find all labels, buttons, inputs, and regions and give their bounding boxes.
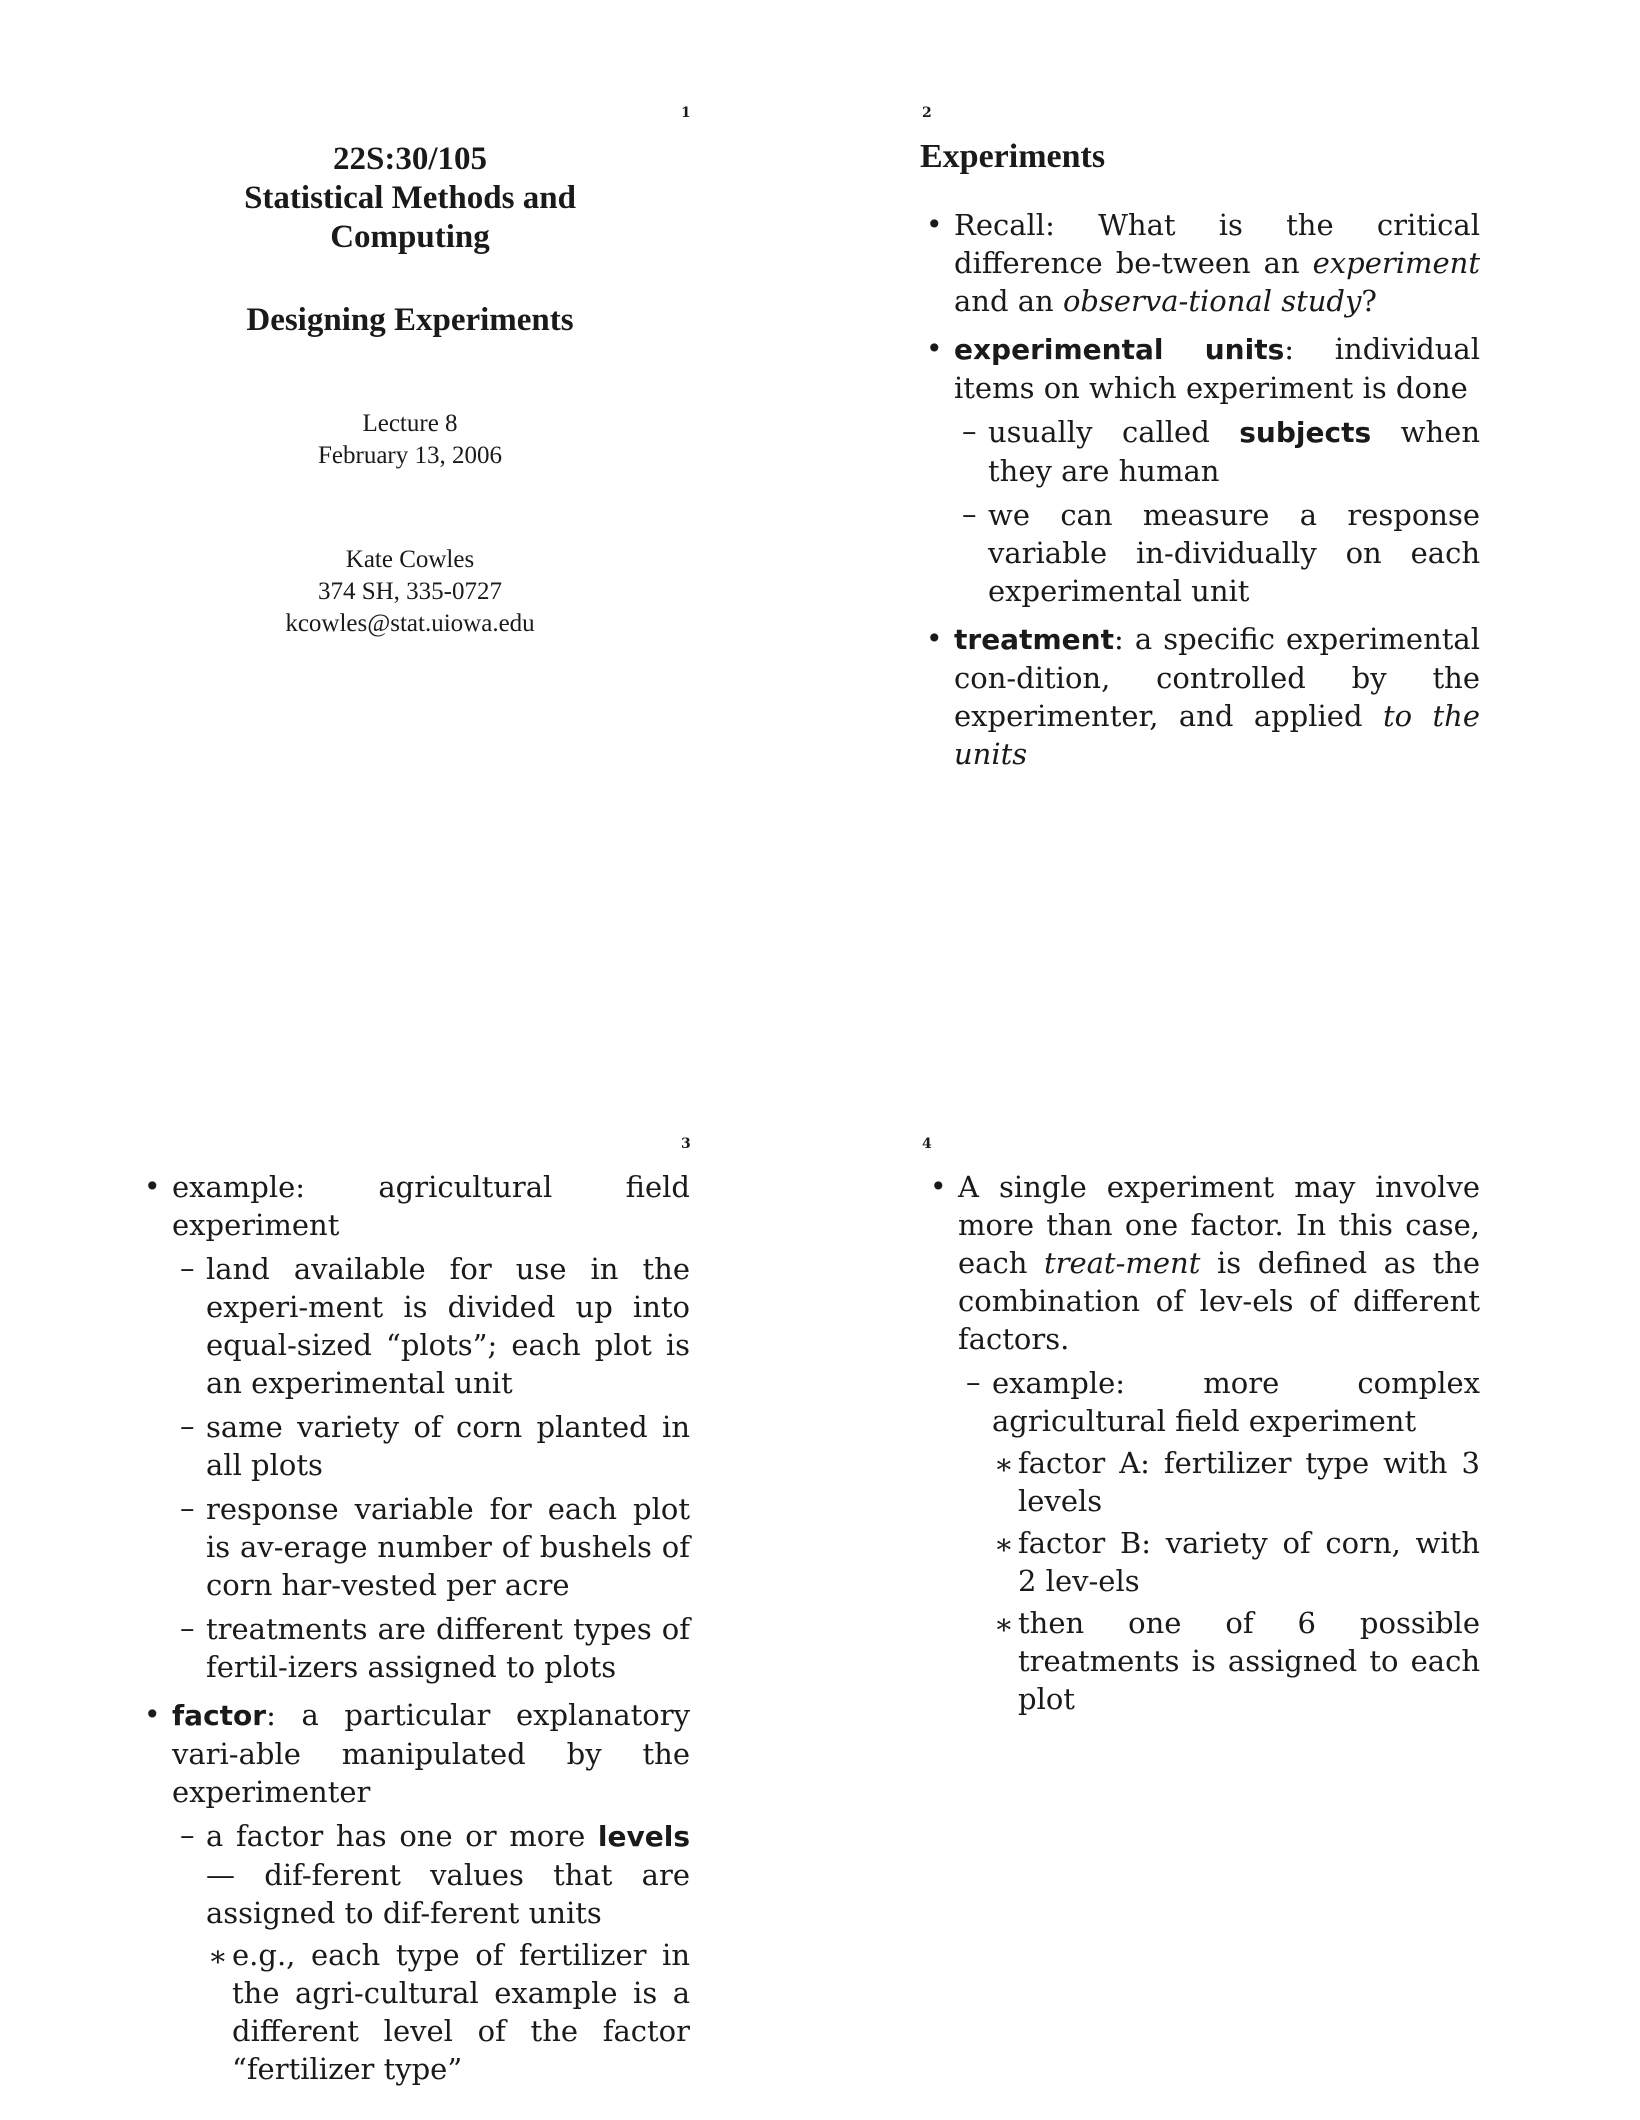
slide-title xyxy=(150,140,670,640)
slide-heading: Experiments xyxy=(920,138,1106,175)
page-number-3: 3 xyxy=(681,1136,691,1152)
sub-bullet-land: – land available for use in the experi-ment is divided up into equal-sized “plots”; each plot is an experimental unit xyxy=(180,1251,690,1400)
slide-factor xyxy=(138,1168,690,2098)
lecture-info: Lecture 8 February 13, 2006 xyxy=(318,410,502,469)
slide-experiments xyxy=(920,138,1480,783)
bullet-marker: • xyxy=(926,622,943,655)
sub-bullet-complex-example: – example: more complex agricultural field experiment ∗ factor A: fertilizer type with 3 levels ∗ factor B: variety of corn, with 2 lev-els ∗ then one of 6 possible treatments is assigned to each plot xyxy=(966,1365,1480,1716)
sub-bullet-treatments: – treatments are different types of fertil-izers assigned to plots xyxy=(180,1611,690,1684)
bullet-marker: • xyxy=(926,332,943,365)
bullet-example: • example: agricultural field experiment – land available for use in the experi-ment is divided up into equal-sized “plots”; each plot is an experimental unit – same variety of corn planted in all plots – response variable for each plot is av-erage number of bushels of corn har-vested per acre – treatments are different types of fertil-izers assigned to plots xyxy=(144,1170,690,1684)
subsub-bullet-six-treatments: ∗ then one of 6 possible treatments is assigned to each plot xyxy=(994,1606,1480,1716)
bullet-marker: • xyxy=(144,1170,161,1203)
slide-multiple-factors xyxy=(924,1168,1480,1728)
page-number-4: 4 xyxy=(922,1136,932,1152)
bullet-marker: • xyxy=(930,1170,947,1203)
course-title: 22S:30/105 Statistical Methods and Computing xyxy=(244,141,576,255)
sub-bullet-response: – we can measure a response variable in-dividually on each experimental unit xyxy=(962,497,1480,608)
bullet-recall: • Recall: What is the critical difference be-tween an experiment and an observa-tional study? xyxy=(926,208,1480,318)
sub-bullet-variety: – same variety of corn planted in all plots xyxy=(180,1409,690,1482)
subsub-bullet-factor-a: ∗ factor A: fertilizer type with 3 levels xyxy=(994,1446,1480,1518)
bullet-single-experiment: • A single experiment may involve more than one factor. In this case, each treat-ment is defined as the combination of lev-els of different factors. – example: more complex agricultural field experiment ∗ factor A: fertilizer type with 3 levels ∗ factor B: variety of corn, with 2 lev-els ∗ then one of 6 possible treatments is assigned to each plot xyxy=(930,1170,1480,1716)
page-number-2: 2 xyxy=(922,105,932,121)
sub-bullet-levels: – a factor has one or more levels — dif-ferent values that are assigned to dif-ferent units ∗ e.g., each type of fertilizer in the agri-cultural example is a different level of the factor “fertilizer type” xyxy=(180,1818,690,2086)
lecture-topic: Designing Experiments xyxy=(246,302,574,338)
subsub-bullet-factor-b: ∗ factor B: variety of corn, with 2 lev-els xyxy=(994,1526,1480,1598)
bullet-marker: • xyxy=(144,1698,161,1731)
bullet-factor: • factor: a particular explanatory vari-able manipulated by the experimenter – a factor has one or more levels — dif-ferent values that are assigned to dif-ferent units ∗ e.g., each type of fertilizer in the agri-cultural example is a different level of the factor “fertilizer type” xyxy=(144,1698,690,2086)
author-info: Kate Cowles 374 SH, 335-0727 kcowles@stat.uiowa.edu xyxy=(285,546,535,637)
sub-bullet-response: – response variable for each plot is av-erage number of bushels of corn har-vested per acre xyxy=(180,1491,690,1602)
subsub-bullet-fertilizer: ∗ e.g., each type of fertilizer in the agri-cultural example is a different level of the factor “fertilizer type” xyxy=(208,1938,690,2086)
bullet-marker: • xyxy=(926,208,943,241)
bullet-treatment: • treatment: a specific experimental con-dition, controlled by the experimenter, and applied to the units xyxy=(926,622,1481,771)
sub-bullet-subjects: – usually called subjects when they are human xyxy=(962,414,1480,488)
page-number-1: 1 xyxy=(681,105,691,121)
bullet-experimental-units: • experimental units: individual items on which experiment is done – usually called subjects when they are human – we can measure a response variable in-dividually on each experimental unit xyxy=(926,332,1481,608)
